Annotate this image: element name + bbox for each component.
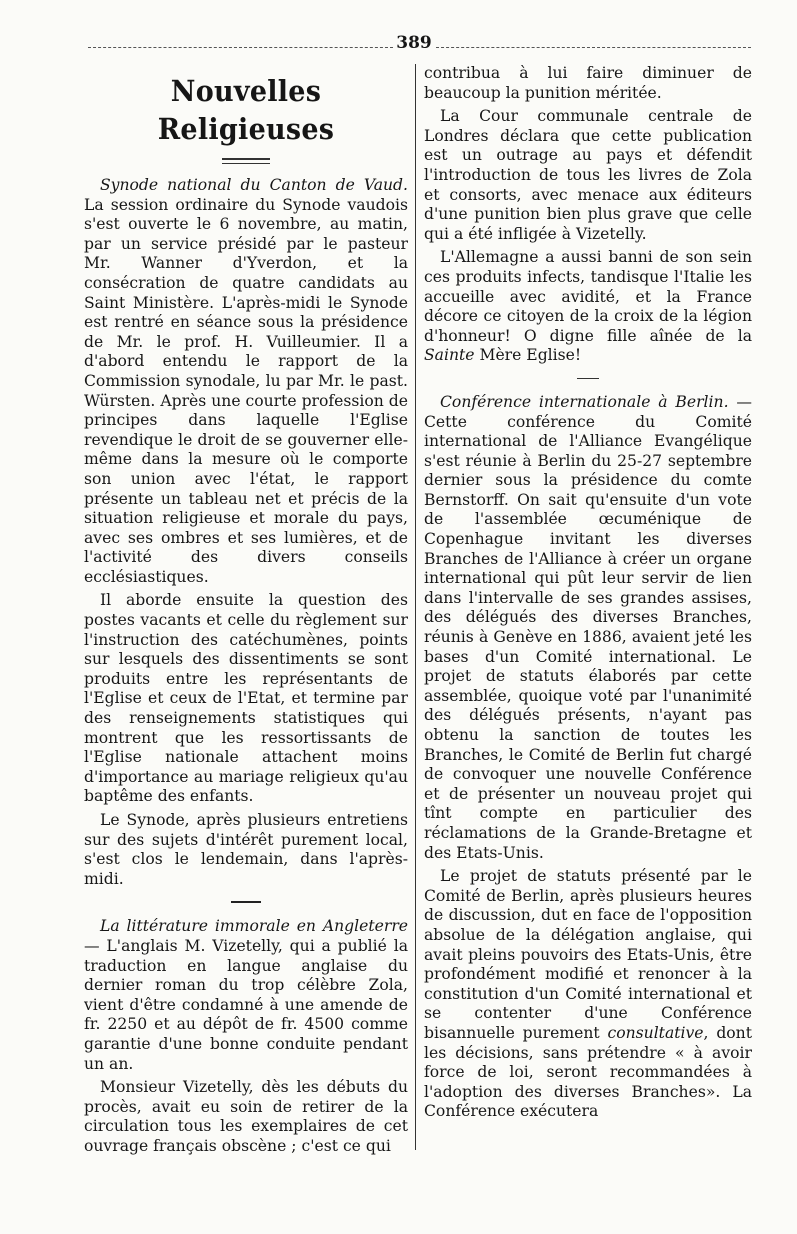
header-rule-left [88,47,393,48]
article-synode-paragraph-2: Il aborde ensuite la question des postes vacants et celle du règlement sur l'instruction des catéchumènes, points sur lesquels des dissentiments se sont produits entre les représentants de l'Eglise et ceux de l'Etat, et termine par des renseignements statistiques qui montrent que les ressortissants de l'Eglise nationale attachent moins d'importance au mariage religieux qu'au baptême des enfants. [84,591,408,806]
article-conference-text-1: — Cette conférence du Comité international de l'Alliance Evangélique s'est réunie à Berlin du 25-27 septembre dernier sous la présidence du comte Bernstorff. On sait qu'ensuite d'un vote de l'assemblée œcuménique de Copenhague invitant les diverses Branches de l'Alliance à créer un organe international qui pût leur servir de lien dans l'intervalle de ses grandes assises, des délégués des diverses Branches, réunis à Genève en 1886, avaient jeté les bases d'un Comité international. Le projet de statuts élaborés par cette assemblée, quoique voté par l'unanimité des délégués présents, n'ayant pas obtenu la sanction de toutes les Branches, le Comité de Berlin fut chargé de convoquer une nouvelle Conférence et de présenter un nouveau projet qui tînt compte en particulier des réclamations de la Grande-Bretagne et des Etats-Unis. [424,392,752,862]
article-conference-paragraph-2 [424,867,752,1122]
article-conference-text-2-emphasis: consultative [607,1023,704,1042]
article-litterature-continuation: contribua à lui faire diminuer de beaucoup la punition méritée. [424,64,752,102]
section-title: Nouvelles Religieuses [157,74,335,146]
column-divider [415,64,416,1150]
article-litterature-text-1: — L'anglais M. Vizetelly, qui a publié la traduction en langue anglaise du dernier roman du trop célèbre Zola, vient d'être condamné à une amende de fr. 2250 et au dépôt de fr. 4500 comme garantie d'une bonne conduite pendant un an. [84,936,408,1073]
article-synode-paragraph-3: Le Synode, après plusieurs entretiens sur des sujets d'intérêt purement local, s'est clos le lendemain, dans l'après-midi. [84,811,408,888]
article-litterature-text-4a: L'Allemagne a aussi banni de son sein ces produits infects, tandisque l'Italie les accueille avec avidité, et la France décore ce citoyen de la croix de la légion d'honneur! O digne fille aînée de la [424,248,752,345]
page-number: 389 [396,33,432,53]
article-litterature-heading: La littérature immorale en Angleterre [100,917,408,936]
article-litterature-paragraph-2: Monsieur Vizetelly, dès les débuts du procès, avait eu soin de retirer de la circulation tous les exemplaires de cet ouvrage français obscène ; c'est ce qui [84,1078,408,1155]
article-synode-paragraph-1 [84,176,408,587]
right-column [424,64,752,1122]
article-conference-text-2b: , dont les décisions, sans prétendre « à avoir force de loi, seront recommandées à l'adoption des diverses Branches». La Conférence exécutera [424,1023,752,1121]
article-synode-text-1: La session ordinaire du Synode vaudois s'est ouverte le 6 novembre, au matin, par un service présidé par le pasteur Mr. Wanner d'Yverdon, et la consécration de quatre candidats au Saint Ministère. L'après-midi le Synode est rentré en séance sous la présidence de Mr. le prof. H. Vuilleumier. Il a d'abord entendu le rapport de la Commission synodale, lu par Mr. le past. Würsten. Après une courte profession de principes dans laquelle l'Eglise revendique le droit de se gouverner elle-même dans la mesure où le comporte son union avec l'état, le rapport présente un tableau net et précis de la situation religieuse et morale du pays, avec ses ombres et ses lumières, et de l'activité des divers conseils ecclésiastiques. [84,195,408,586]
article-litterature-text-4-emphasis: Sainte [424,346,475,365]
header-rule-right [436,47,751,48]
article-litterature-text-4b: Mère Eglise! [474,346,582,365]
article-synode-heading: Synode national du Canton de Vaud. [100,176,408,194]
left-column [84,64,408,1157]
title-ornament [222,158,270,164]
article-separator [231,901,261,903]
article-separator [577,378,599,379]
article-conference-heading: Conférence internationale à Berlin. [440,392,729,411]
article-conference-text-2a: Le projet de statuts présenté par le Comité de Berlin, après plusieurs heures de discussion, dut en face de l'opposition absolue de la délégation anglaise, qui avait pleins pouvoirs des Etats-Unis, être profondément modifié et renoncer à la constitution d'un Comité international et se contenter d'une Conférence bisannuelle purement [424,867,752,1042]
article-litterature-paragraph-3: La Cour communale centrale de Londres déclara que cette publication est un outrage au pays et défendit l'introduction de tous les livres de Zola et consorts, avec menace aux éditeurs d'une punition bien plus grave que celle qui a été infligée à Vizetelly. [424,107,752,243]
article-litterature-paragraph-4 [424,248,752,366]
article-conference-paragraph-1 [424,393,752,863]
article-litterature-paragraph-1 [84,917,408,1074]
